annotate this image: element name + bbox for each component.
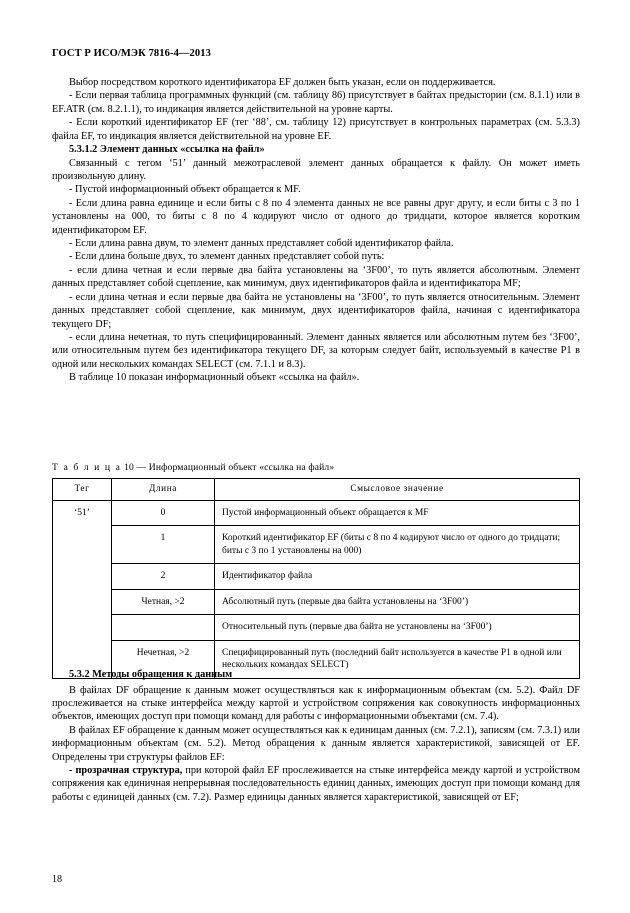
table-row [53,526,580,564]
file-reference-table [52,478,580,679]
paragraph: В таблице 10 показан информационный объект «ссылка на файл». [69,372,360,384]
cell-length: Четная, >2 [112,589,215,615]
cell-meaning: Относительный путь (первые два байта не установлены на ‘3F00’) [215,615,580,641]
column-header-meaning: Смысловое значение [215,479,580,501]
table-caption-rest: 10 — Информационный объект «ссылка на файл» [124,462,335,473]
paragraph: - если длина четная и если первые два байта установлены на ‘3F00’, то путь является абсолютным. Элемент данных представляет собой сцепление, как минимум, двух идентификаторов файла и идентификатора MF; [52,264,580,290]
table-caption [52,462,334,473]
table-row [53,564,580,590]
cell-meaning: Короткий идентификатор EF (биты с 8 по 4 кодируют число от одного до тридцати; биты с 3 по 1 установлены на 000) [215,526,580,564]
paragraph: - Если длина равна единице и если биты с 8 по 4 элемента данных не все равны друг другу, и если биты с 3 по 1 установлены на 000, то биты с 8 по 4 кодируют число от одного до тридцати, которое является коротким идентификатором EF. [52,197,580,236]
table-caption-prefix: Т а б л и ц а [52,462,122,473]
paragraph: Связанный с тегом ‘51’ данный межотраслевой элемент данных обращается к файлу. Он может иметь произвольную длину. [52,157,580,183]
paragraph: - Если короткий идентификатор EF (тег ‘88’, см. таблицу 12) присутствует в контрольных параметрах (см. 5.3.3) файла EF, то индикация является действительной на уровне EF. [52,117,580,142]
paragraph: - Если длина равна двум, то элемент данных представляет собой идентификатор файла. [69,238,454,250]
table-row [53,615,580,641]
column-header-length: Длина [112,479,215,501]
paragraph: - если длина нечетная, то путь специфицированный. Элемент данных является или абсолютным путем без ‘3F00’, или относительным путем без идентификатора текущего DF, за которым следует байт, используемый в качестве P1 в одной или нескольких командах SELECT (см. 7.1.1 и 8.3). [52,331,580,370]
cell-length: 2 [112,564,215,590]
cell-tag: ‘51’ [53,500,112,678]
table-row [53,500,580,526]
cell-length: 1 [112,526,215,564]
paragraph: Выбор посредством короткого идентификатора EF должен быть указан, если он поддерживается. [69,77,496,88]
bullet-body: при которой файл EF прослеживается на стыке интерфейса между картой и устройством сопряжения как единичная непрерывная последовательность единиц данных, имеющих доступ при помощи команд для работы с единицей данных (см. 7.2). Размер единицы данных является характеристикой, зависящей от EF; [52,765,580,803]
cell-length: Нечетная, >2 [112,640,215,678]
cell-meaning: Абсолютный путь (первые два байта установлены на ‘3F00’) [215,589,580,615]
section-heading: 5.3.2 Методы обращения к данным [69,669,233,680]
cell-length [112,615,215,641]
main-text-block [52,76,580,385]
table-row [53,589,580,615]
page-number: 18 [52,874,62,885]
section-heading: 5.3.1.2 Элемент данных «ссылка на файл» [69,144,265,156]
bullet-paragraph [52,764,580,804]
paragraph: - Если первая таблица программных функций (см. таблицу 86) присутствует в байтах предыстории (см. 8.1.1) или в EF.ATR (см. 8.2.1.1), то индикация является действительной на уровне карты. [52,90,580,115]
column-header-tag: Тег [53,479,112,501]
cell-meaning: Пустой информационный объект обращается к MF [215,500,580,526]
page-header: ГОСТ Р ИСО/МЭК 7816-4—2013 [52,48,211,59]
paragraph: - Пустой информационный объект обращается к MF. [69,184,301,196]
paragraph: В файлах DF обращение к данным может осуществляться как к информационным объектам (см. 5.2). Файл DF прослеживается на стыке интерфейса между картой и устройством сопряжения как совокупность информационных объектов, имеющих доступ при помощи команд для работы с информационными объектами (см. 7.4). [52,684,580,723]
paragraph: В файлах EF обращение к данным может осуществляться как к единицам данных (см. 7.2.1), записям (см. 7.3.1) или информационным объектам (см. 5.2). Метод обращения к данным является характеристикой, зависящей от EF. Определены три структуры файлов EF: [52,724,580,763]
cell-meaning: Идентификатор файла [215,564,580,590]
paragraph: - Если длина больше двух, то элемент данных представляет собой путь: [69,251,385,263]
paragraph: - если длина четная и если первые два байта не установлены на ‘3F00’, то путь является относительным. Элемент данных представляет собой сцепление, как минимум, двух идентификаторов файла, начиная с идентификатора текущего DF; [52,291,580,330]
bullet-bold-lead: - прозрачная структура, [69,765,183,777]
tail-text-block [52,668,580,804]
cell-length: 0 [112,500,215,526]
table-header-row [53,479,580,501]
cell-meaning: Специфицированный путь (последний байт используется в качестве P1 в одной или нескольких командах SELECT) [215,640,580,678]
